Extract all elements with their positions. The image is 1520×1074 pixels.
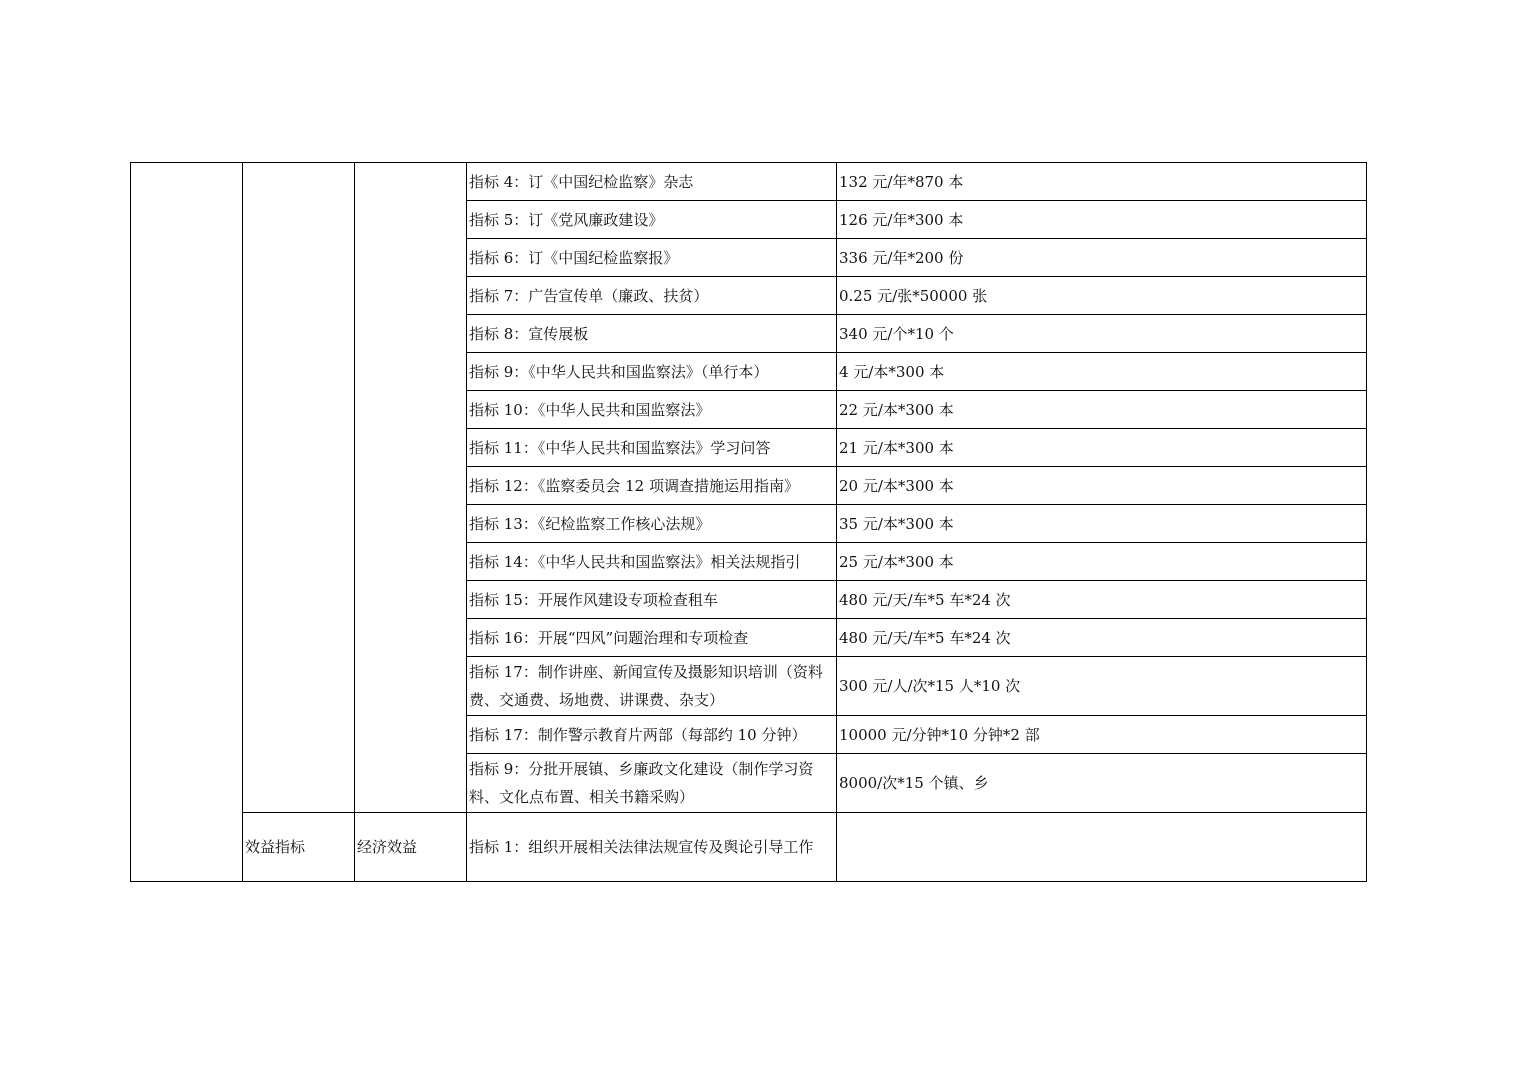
- indicator-cell: 指标 15：开展作风建设专项检查租车: [467, 581, 837, 619]
- indicator-cell: 指标 9：分批开展镇、乡廉政文化建设（制作学习资料、文化点布置、相关书籍采购）: [467, 754, 837, 813]
- value-cell: 8000/次*15 个镇、乡: [837, 754, 1367, 813]
- value-cell: 10000 元/分钟*10 分钟*2 部: [837, 716, 1367, 754]
- category-cell: 效益指标: [243, 813, 355, 882]
- value-cell: 22 元/本*300 本: [837, 391, 1367, 429]
- indicator-cell: 指标 7：广告宣传单（廉政、扶贫）: [467, 277, 837, 315]
- indicator-cell: 指标 10：《中华人民共和国监察法》: [467, 391, 837, 429]
- indicator-cell: 指标 14：《中华人民共和国监察法》相关法规指引: [467, 543, 837, 581]
- value-cell: 35 元/本*300 本: [837, 505, 1367, 543]
- value-cell: [837, 813, 1367, 882]
- indicator-cell: 指标 11：《中华人民共和国监察法》学习问答: [467, 429, 837, 467]
- value-cell: 480 元/天/车*5 车*24 次: [837, 581, 1367, 619]
- indicator-cell: 指标 1：组织开展相关法律法规宣传及舆论引导工作: [467, 813, 837, 882]
- level3-cell: [355, 163, 467, 813]
- level2-cell: [243, 163, 355, 813]
- value-cell: 0.25 元/张*50000 张: [837, 277, 1367, 315]
- value-cell: 25 元/本*300 本: [837, 543, 1367, 581]
- value-cell: 300 元/人/次*15 人*10 次: [837, 657, 1367, 716]
- value-cell: 336 元/年*200 份: [837, 239, 1367, 277]
- indicator-cell: 指标 5：订《党风廉政建设》: [467, 201, 837, 239]
- table-row: [131, 163, 1367, 201]
- value-cell: 126 元/年*300 本: [837, 201, 1367, 239]
- indicator-cell: 指标 4：订《中国纪检监察》杂志: [467, 163, 837, 201]
- indicator-table: [130, 162, 1367, 882]
- indicator-cell: 指标 9：《中华人民共和国监察法》（单行本）: [467, 353, 837, 391]
- value-cell: 480 元/天/车*5 车*24 次: [837, 619, 1367, 657]
- indicator-cell: 指标 12：《监察委员会 12 项调查措施运用指南》: [467, 467, 837, 505]
- value-cell: 4 元/本*300 本: [837, 353, 1367, 391]
- indicator-cell: 指标 6：订《中国纪检监察报》: [467, 239, 837, 277]
- indicator-cell: 指标 17：制作讲座、新闻宣传及摄影知识培训（资料费、交通费、场地费、讲课费、杂支）: [467, 657, 837, 716]
- indicator-cell: 指标 16：开展“四风”问题治理和专项检查: [467, 619, 837, 657]
- level1-cell: [131, 163, 243, 882]
- indicator-cell: 指标 13：《纪检监察工作核心法规》: [467, 505, 837, 543]
- indicator-cell: 指标 8：宣传展板: [467, 315, 837, 353]
- value-cell: 21 元/本*300 本: [837, 429, 1367, 467]
- value-cell: 20 元/本*300 本: [837, 467, 1367, 505]
- value-cell: 132 元/年*870 本: [837, 163, 1367, 201]
- subcategory-cell: 经济效益: [355, 813, 467, 882]
- indicator-cell: 指标 17：制作警示教育片两部（每部约 10 分钟）: [467, 716, 837, 754]
- value-cell: 340 元/个*10 个: [837, 315, 1367, 353]
- table-row: [131, 813, 1367, 882]
